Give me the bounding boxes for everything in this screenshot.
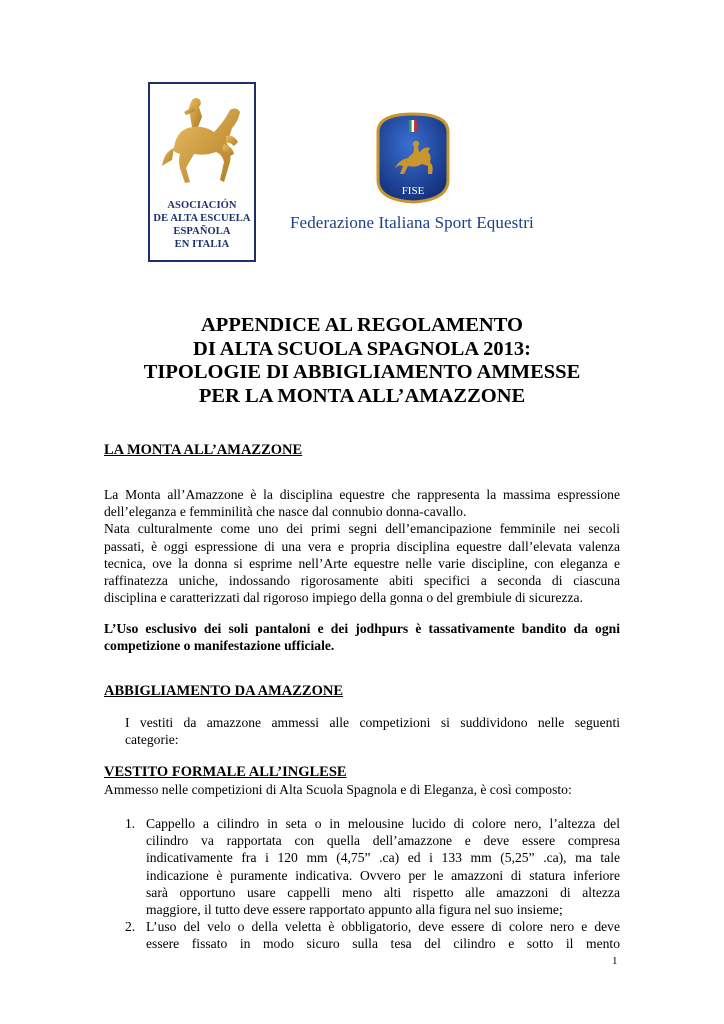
title-line: DI ALTA SCUOLA SPAGNOLA 2013: bbox=[193, 337, 531, 360]
list-item-line: indicazione è puramente indicativa. Ovvero per le amazzoni di statura inferiore bbox=[146, 867, 620, 883]
section-heading-vestito: VESTITO FORMALE ALL’INGLESE bbox=[104, 764, 347, 780]
list-item-line: L’uso del velo o della veletta è obbligatorio, deve essere di colore nero e deve bbox=[146, 919, 620, 935]
title-line: APPENDICE AL REGOLAMENTO bbox=[201, 314, 523, 336]
list-item-number: 2. bbox=[125, 919, 136, 935]
paragraph-line: passati, è oggi espressione di una vera e propria disciplina equestre dall’elevata valenza bbox=[104, 538, 620, 554]
page-number: 1 bbox=[612, 955, 618, 967]
paragraph-line: tecnica, ove la donna si esprime nell’Arte equestre nelle varie discipline, con eleganza e bbox=[104, 555, 620, 571]
paragraph-line: disciplina e caratterizzati dal rigoroso impiego della gonna o del grembiule di sicurezza. bbox=[104, 590, 583, 606]
abbigliamento-paragraph bbox=[125, 714, 620, 748]
logo-text-line: ESPAÑOLA bbox=[173, 226, 231, 237]
asociacion-logo-text bbox=[150, 199, 254, 251]
list-item bbox=[104, 815, 620, 918]
fise-shield-logo bbox=[372, 110, 454, 206]
vestito-intro: Ammesso nelle competizioni di Alta Scuola Spagnola e di Eleganza, è così composto: bbox=[104, 782, 572, 797]
section-heading-abbigliamento: ABBIGLIAMENTO DA AMAZZONE bbox=[104, 683, 344, 699]
list-item bbox=[104, 918, 620, 952]
list-item-line: essere fissato in modo sicuro sulla tesa del cilindro e sotto il mento bbox=[146, 936, 620, 952]
paragraph-line: I vestiti da amazzone ammessi alle competizioni si suddividono nelle seguenti bbox=[125, 715, 620, 730]
list-item-line: sarà opportuno usare cappelli meno alti rispetto alle amazzoni di altezza bbox=[146, 884, 620, 900]
asociacion-logo bbox=[148, 82, 256, 262]
logo-text-line: ASOCIACIÓN bbox=[167, 200, 237, 211]
paragraph-line: Nata culturalmente come uno dei primi segni dell’emancipazione femminile nei secoli bbox=[104, 521, 620, 537]
list-item-line: Cappello a cilindro in seta o in melousine lucido di colore nero, l’altezza del bbox=[146, 816, 620, 831]
monta-bold-notice bbox=[104, 620, 620, 654]
paragraph-line: raffinatezza uniche, indossando rigorosamente abiti specifici a seconda di ciascuna bbox=[104, 573, 620, 589]
vestito-list bbox=[104, 815, 620, 953]
list-item-line: indicativamente fra i 120 mm (4,75” .ca) ed i 133 mm (5,25” .ca), ma tale bbox=[146, 850, 620, 866]
logo-text-line: EN ITALIA bbox=[174, 239, 230, 250]
paragraph-line: categorie: bbox=[125, 732, 179, 748]
paragraph-line: L’Uso esclusivo dei soli pantaloni e dei jodhpurs è tassativamente bandito da ogni bbox=[104, 621, 620, 636]
section-heading-monta: LA MONTA ALL’AMAZZONE bbox=[104, 442, 303, 458]
monta-paragraph bbox=[104, 486, 620, 606]
title-line: PER LA MONTA ALL’AMAZZONE bbox=[198, 384, 526, 407]
list-item-line: maggiore, il tutto deve essere rapportato appunto alla figura nel suo insieme; bbox=[146, 902, 563, 918]
document-title bbox=[0, 314, 724, 408]
paragraph-line: dell’eleganza e femminilità che nasce dal connubio donna-cavallo. bbox=[104, 504, 467, 520]
paragraph-line: La Monta all’Amazzone è la disciplina equestre che rappresenta la massima espressione bbox=[104, 487, 620, 502]
fise-badge-text: FISE bbox=[401, 185, 425, 197]
list-item-number: 1. bbox=[125, 816, 136, 831]
paragraph-line: competizione o manifestazione ufficiale. bbox=[104, 638, 335, 654]
fise-federation-name: Federazione Italiana Sport Equestri bbox=[290, 213, 534, 232]
list-item-line: cilindro va rapportata con quella dell’amazzone e deve essere compresa bbox=[146, 833, 620, 849]
horse-rider-icon bbox=[154, 88, 250, 198]
title-line: TIPOLOGIE DI ABBIGLIAMENTO AMMESSE bbox=[143, 361, 581, 383]
logo-text-line: DE ALTA ESCUELA bbox=[153, 213, 251, 224]
